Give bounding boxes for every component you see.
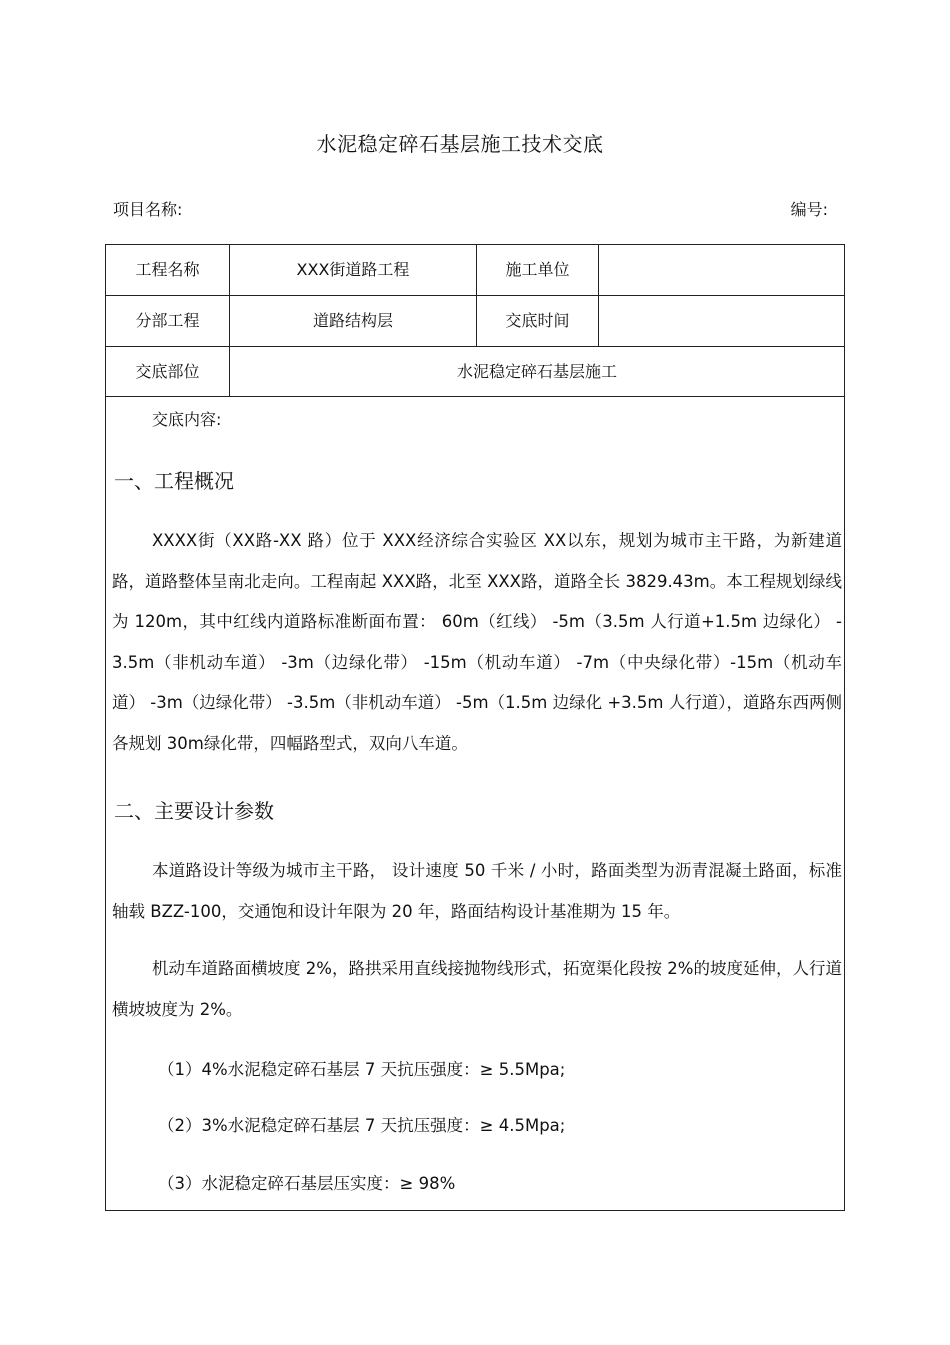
- section-heading-design-params: 二、主要设计参数: [114, 799, 274, 823]
- content-label: 交底内容:: [152, 410, 222, 429]
- table-row: [106, 296, 844, 347]
- param-item: （2）3%水泥稳定碎石基层 7 天抗压强度：≥ 4.5Mpa;: [158, 1116, 566, 1135]
- project-name-value: XXX街道路工程: [296, 260, 410, 279]
- handover-part-header: 交底部位: [135, 362, 200, 381]
- construction-unit-header: 施工单位: [505, 260, 570, 279]
- handover-part-value: 水泥稳定碎石基层施工: [456, 362, 617, 381]
- sub-project-value: 道路结构层: [312, 311, 393, 330]
- sub-project-header: 分部工程: [135, 311, 200, 330]
- document-number-label: 编号:: [790, 200, 828, 219]
- design-paragraph-1: 本道路设计等级为城市主干路， 设计速度 50 千米 / 小时，路面类型为沥青混凝土路面，标准轴载 BZZ-100，交通饱和设计年限为 20 年，路面结构设计基准期为 15 年。: [112, 861, 842, 921]
- project-name-header: 工程名称: [135, 260, 200, 279]
- project-name-label: 项目名称:: [113, 200, 183, 219]
- param-item: （1）4%水泥稳定碎石基层 7 天抗压强度：≥ 5.5Mpa;: [158, 1060, 566, 1079]
- section-heading-overview: 一、工程概况: [114, 469, 234, 493]
- design-paragraph-2: 机动车道路面横坡度 2%，路拱采用直线接抛物线形式，拓宽渠化段按 2%的坡度延伸，人行道横坡坡度为 2%。: [112, 959, 842, 1019]
- table-row: [106, 245, 844, 296]
- param-item: （3）水泥稳定碎石基层压实度：≥ 98%: [158, 1174, 456, 1193]
- handover-time-header: 交底时间: [505, 311, 570, 330]
- page-title: 水泥稳定碎石基层施工技术交底: [316, 132, 604, 156]
- overview-paragraph: XXXX街（XX路-XX 路）位于 XXX经济综合实验区 XX以东，规划为城市主干路，为新建道路，道路整体呈南北走向。工程南起 XXX路，北至 XXX路，道路全长 3829.43m。本工程规划绿线为 120m，其中红线内道路标准断面布置： 60m（红线） -5m（3.5m 人行道+1.5m 边绿化） -3.5m（非机动车道） -3m（边绿化带） -15m（机动车道） -7m（中央绿化带）-15m（机动车道） -3m（边绿化带） -3.5m（非机动车道） -5m（1.5m 边绿化 +3.5m 人行道），道路东西两侧各规划 30m绿化带，四幅路型式，双向八车道。: [112, 531, 842, 753]
- handover-table: [105, 244, 845, 1211]
- table-row: [106, 347, 844, 397]
